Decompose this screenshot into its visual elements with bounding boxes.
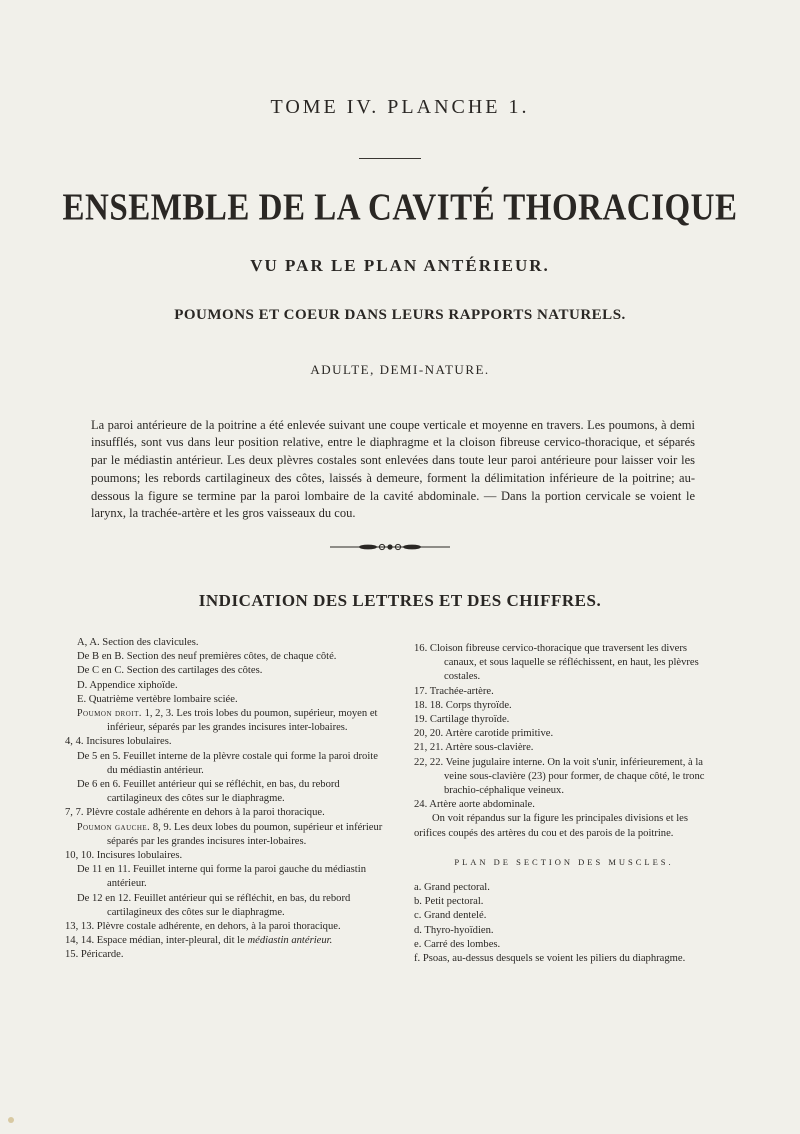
legend-entry: 18. 18. Corps thyroïde. [414, 699, 512, 711]
legend-entry: 4, 4. Incisures lobulaires. [65, 736, 172, 748]
legend-entry: De 5 en 5. Feuillet interne de la plèvre costale qui forme la paroi droite du médiastin antérieur. [77, 750, 378, 776]
ornament-divider-icon [330, 540, 450, 554]
legend-entry: De C en C. Section des cartilages des côtes. [77, 665, 263, 677]
muscle-entry: e. Carré des lombes. [414, 938, 501, 950]
subtitle: VU PAR LE PLAN ANTÉRIEUR. [250, 256, 550, 275]
legend-entry: 21, 21. Artère sous-clavière. [414, 742, 534, 754]
legend-entry-poumon-droit [77, 707, 383, 735]
legend-entry: 16. Cloison fibreuse cervico-thoracique que traversent les divers canaux, et sous laquelle se réfléchissent, en haut, les plèvres costales. [414, 643, 699, 683]
legend-entry: 19. Cartilage thyroïde. [414, 714, 510, 726]
scale-note: ADULTE, DEMI-NATURE. [310, 362, 490, 377]
legend-entry-text: 8, 9. Les deux lobes du poumon, supérieur et inférieur séparés par les grandes incisures inter-lobaires. [107, 821, 383, 847]
legend-left-column [65, 636, 383, 963]
page-title: ENSEMBLE DE LA CAVITÉ THORACIQUE [62, 187, 738, 229]
section-label: Poumon gauche. [77, 821, 151, 833]
legend-entry: 22, 22. Veine jugulaire interne. On la voit s'unir, inférieurement, à la veine sous-clavière (23) pour former, de chaque côté, le tronc brachio-céphalique veineux. [414, 756, 705, 797]
legend-entry: 13, 13. Plèvre costale adhérente, en dehors, à la paroi thoracique. [65, 921, 341, 933]
section-label: Poumon droit. [77, 708, 142, 720]
legend-entry-italic: médiastin antérieur. [247, 935, 333, 947]
legend-entry: De B en B. Section des neuf premières côtes, de chaque côté. [77, 651, 337, 663]
legend-entry [65, 934, 383, 948]
legend-entry-text: 1, 2, 3. Les trois lobes du poumon, supérieur, moyen et inférieur, séparés par les grandes incisures inter-lobaires. [107, 708, 378, 734]
legend-entry: D. Appendice xiphoïde. [77, 679, 178, 691]
legend-entry-text: 14, 14. Espace médian, inter-pleural, dit le [65, 935, 245, 947]
legend-entry: E. Quatrième vertèbre lombaire sciée. [77, 693, 238, 705]
paper-stain [8, 1117, 14, 1123]
muscle-entry: b. Petit pectoral. [414, 896, 484, 908]
muscle-entry: f. Psoas, au-dessus desquels se voient les piliers du diaphragme. [414, 953, 686, 965]
legend-right-column [414, 642, 714, 966]
legend-entry: De 6 en 6. Feuillet antérieur qui se réfléchit, en bas, du rebord cartilagineux des côtes sur le diaphragme. [77, 779, 340, 805]
subtitle-secondary: POUMONS ET COEUR DANS LEURS RAPPORTS NATURELS. [174, 307, 626, 323]
legend-entry-poumon-gauche [77, 821, 383, 849]
muscle-entry: d. Thyro-hyoïdien. [414, 924, 494, 936]
legend-entry: 17. Trachée-artère. [414, 685, 494, 697]
legend-entry: 10, 10. Incisures lobulaires. [65, 850, 183, 862]
title-divider [359, 158, 421, 159]
plate-number: TOME IV. PLANCHE 1. [270, 96, 530, 118]
muscle-entry: c. Grand dentelé. [414, 910, 487, 922]
muscle-entry: a. Grand pectoral. [414, 882, 490, 894]
intro-paragraph: La paroi antérieure de la poitrine a été enlevée suivant une coupe verticale et moyenne en travers. Les poumons, à demi insufflés, sont vus dans leur position relative, entre le diaphragme et la cloison fibreuse cervico-thoracique, et séparés par le médiastin antérieur. Les deux plèvres costales sont enlevées dans toute leur paroi antérieure pour laisser voir les poumons; les rebords cartilagineux des côtes, laissés à demeure, forment la délimitation inférieure de la poitrine; au-dessous la figure se termine par la paroi lombaire de la cavité abdominale. — Dans la portion cervicale se voient le larynx, la trachée-artère et les gros vaisseaux du cou. [91, 417, 695, 521]
legend-entry: 20, 20. Artère carotide primitive. [414, 728, 554, 740]
legend-title: INDICATION DES LETTRES ET DES CHIFFRES. [198, 591, 602, 610]
legend-entry: De 12 en 12. Feuillet antérieur qui se réfléchit, en bas, du rebord cartilagineux des côtes sur le diaphragme. [77, 892, 351, 918]
legend-entry: 7, 7. Plèvre costale adhérente en dehors à la paroi thoracique. [65, 807, 325, 819]
legend-entry: 15. Péricarde. [65, 949, 124, 961]
muscles-section-heading: PLAN DE SECTION DES MUSCLES. [454, 856, 674, 867]
legend-entry: 24. Artère aorte abdominale. [414, 799, 535, 811]
legend-note: On voit répandus sur la figure les principales divisions et les orifices coupés des artères du cou et des parois de la poitrine. [414, 813, 688, 839]
legend-entry: A, A. Section des clavicules. [77, 637, 199, 648]
legend-entry: De 11 en 11. Feuillet interne qui forme la paroi gauche du médiastin antérieur. [77, 864, 366, 890]
